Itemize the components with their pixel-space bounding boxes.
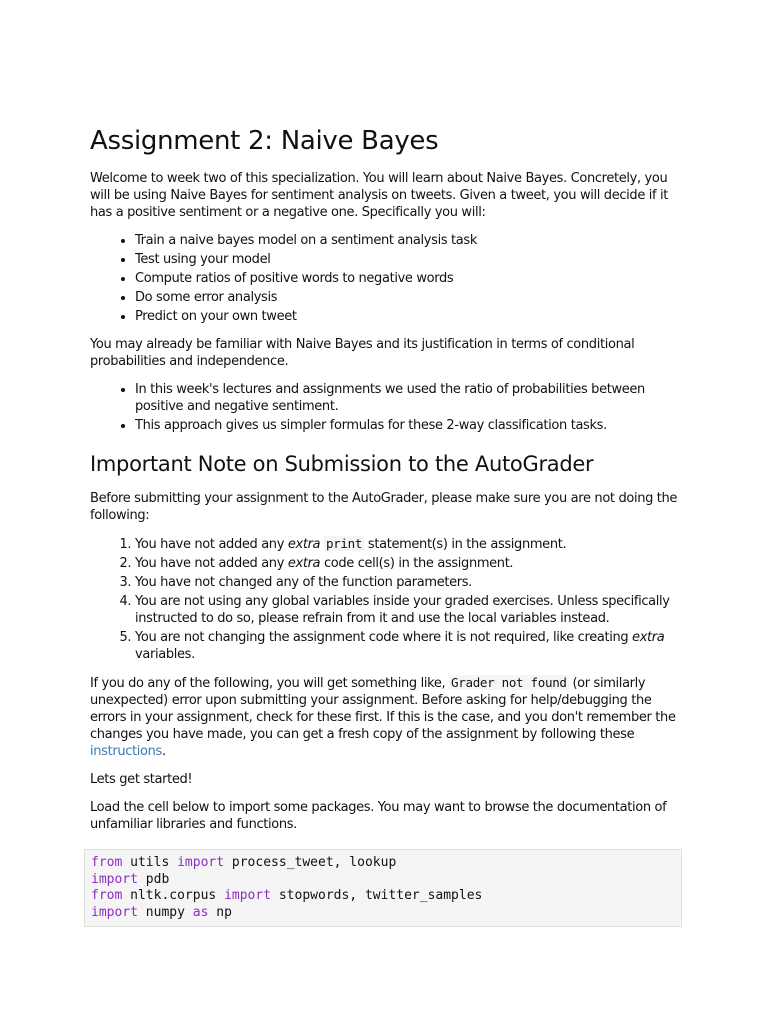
code-text: nltk.corpus [122,888,225,903]
inline-code: print [325,536,363,551]
code-keyword: from [91,855,123,870]
intro-paragraph: Welcome to week two of this specialization. You will learn about Naive Bayes. Concretely, you will be using Naive Bayes for sentiment analysis on tweets. Given a tweet, you will decide if it has a positive sentiment or a negative one. Specifically you will: [90,171,669,220]
list-item: 3. You have not changed any of the function parameters. [135,574,680,591]
code-text: process_tweet, lookup [224,855,397,870]
code-text: stopwords, twitter_samples [271,888,483,903]
code-keyword: from [91,888,123,903]
code-keyword: import [177,855,225,870]
load-cell-paragraph: Load the cell below to import some packages. You may want to browse the documentation of unfamiliar libraries and functions. [90,800,667,832]
inline-code: Grader not found [451,675,567,690]
list-item [135,535,680,553]
code-keyword: as [192,904,209,920]
submission-intro: Before submitting your assignment to the AutoGrader, please make sure you are not doing the following: [90,491,678,523]
objectives-list [90,232,680,325]
list-item [135,629,680,663]
item-text: You are not changing the assignment code where it is not required, like creating [135,630,633,645]
page-title: Assignment 2: Naive Bayes [90,126,439,156]
item-text: You have not added any [135,556,288,571]
code-line [91,888,482,903]
list-item: • Predict on your own tweet [135,308,680,325]
item-text: code cell(s) in the assignment. [320,556,514,571]
code-line [91,855,396,870]
code-text: numpy [137,904,193,920]
code-line [91,872,169,887]
item-emphasis: extra [287,537,321,552]
lets-start-paragraph: Lets get started! [90,772,193,787]
instructions-link[interactable]: instructions [90,744,162,759]
item-emphasis: extra [632,630,665,645]
item-emphasis: extra [287,556,321,571]
notebook-content [90,126,680,844]
submission-checklist [90,535,680,663]
code-text: utils [122,855,178,870]
list-item: • In this week's lectures and assignments we used the ratio of probabilities between positive and negative sentiment. [135,381,680,415]
code-keyword: import [91,904,138,920]
code-text: np [208,904,232,920]
list-item: • Test using your model [135,251,680,268]
section-heading: Important Note on Submission to the AutoGrader [90,452,594,476]
list-item: • Train a naive bayes model on a sentiment analysis task [135,232,680,249]
item-text: statement(s) in the assignment. [364,537,567,552]
paragraph-text: (or similarly unexpected) error upon submitting your assignment. Before asking for help/debugging the errors in your assignment, check for these first. If this is the case, and you don't remember the changes you have made, you can get a fresh copy of the assignment by following these [90,676,676,742]
list-item: 4. You are not using any global variables inside your graded exercises. Unless specifically instructed to do so, please refrain from it and use the local variables instead. [135,593,680,627]
paragraph-text: . [161,744,166,759]
list-item: • This approach gives us simpler formulas for these 2-way classification tasks. [135,417,680,434]
item-text: variables. [135,647,195,662]
code-keyword: import [224,888,272,903]
paragraph-text: If you do any of the following, you will get something like, [90,676,450,691]
code-text: pdb [137,871,170,887]
grader-paragraph [90,674,680,760]
familiar-paragraph: You may already be familiar with Naive Bayes and its justification in terms of conditional probabilities and independence. [90,337,635,369]
list-item [135,555,680,572]
code-keyword: import [91,871,138,887]
list-item: • Do some error analysis [135,289,680,306]
code-cell[interactable] [84,849,682,927]
code-line [91,905,232,920]
notes-list [90,381,680,434]
item-text: You have not added any [135,537,288,552]
list-item: • Compute ratios of positive words to negative words [135,270,680,287]
